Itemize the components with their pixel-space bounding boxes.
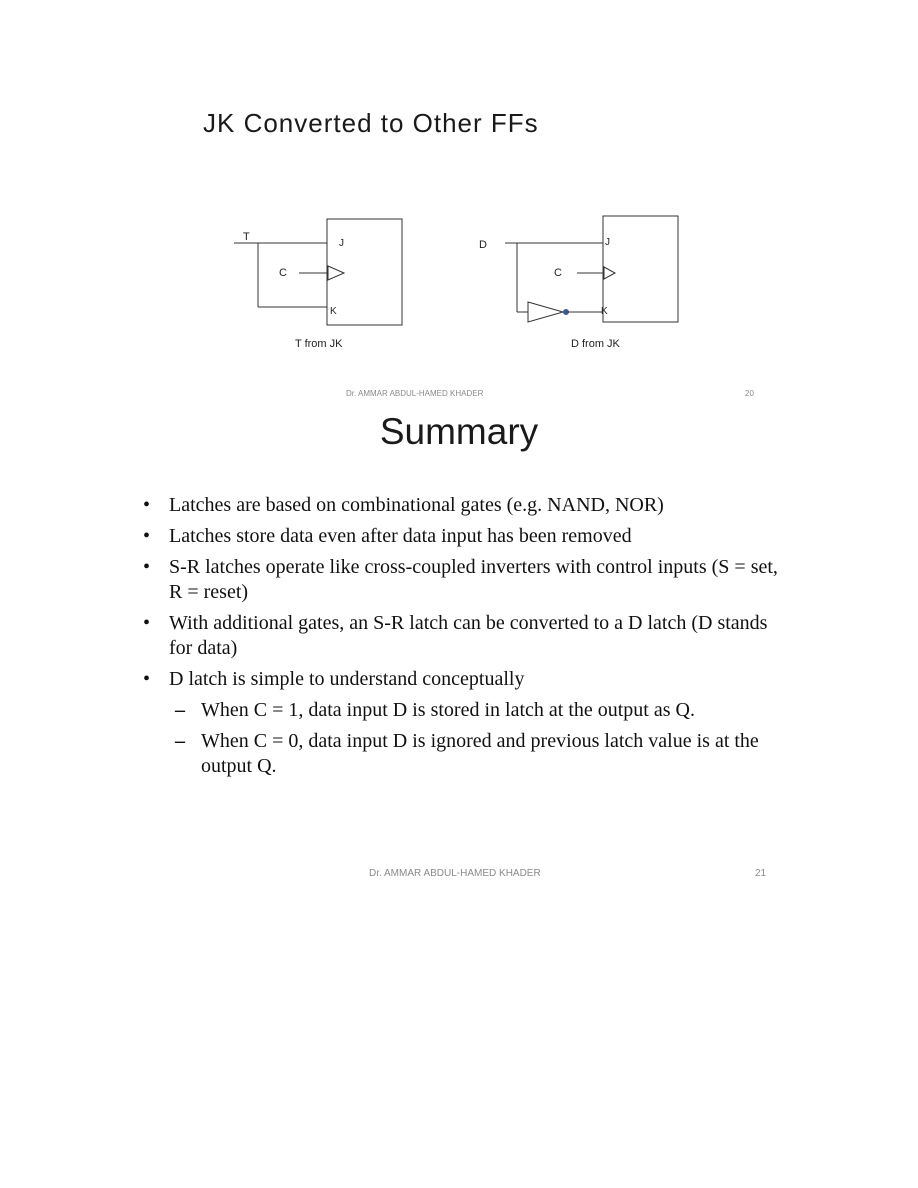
inverter-triangle — [528, 302, 563, 322]
summary-bullet-list — [143, 493, 783, 785]
j-label-left: J — [339, 238, 344, 249]
sub-bullet-item: – When C = 0, data input D is ignored and previous latch value is at the output Q. — [143, 729, 783, 779]
d-from-jk-caption: D from JK — [571, 338, 620, 350]
jk-flipflop-box-right — [603, 216, 678, 322]
t-input-label: T — [243, 231, 250, 243]
slide21-page-number: 21 — [755, 868, 767, 879]
slide-title-jk-converted: JK Converted to Other FFs — [203, 108, 539, 138]
clock-triangle-left — [328, 266, 344, 280]
bullet-item: • Latches are based on combinational gates (e.g. NAND, NOR) — [143, 493, 783, 518]
bullet-item: • Latches store data even after data input has been removed — [143, 524, 783, 549]
slide20-footer-author: Dr. AMMAR ABDUL-HAMED KHADER — [346, 389, 484, 398]
k-label-left: K — [330, 306, 337, 317]
t-from-jk-caption: T from JK — [295, 338, 343, 350]
clock-label-left: C — [279, 267, 287, 279]
j-label-right: J — [605, 237, 610, 248]
slide21-footer-author: Dr. AMMAR ABDUL-HAMED KHADER — [369, 868, 541, 879]
t-from-jk-circuit — [234, 219, 402, 350]
clock-label-right: C — [554, 267, 562, 279]
sub-bullet-item: – When C = 1, data input D is stored in latch at the output as Q. — [143, 698, 783, 723]
slide-title-summary: Summary — [379, 411, 539, 452]
clock-triangle-right — [604, 267, 615, 279]
bullet-item: • S-R latches operate like cross-coupled inverters with control inputs (S = set, R = reset) — [143, 555, 783, 605]
jk-conversion-diagram — [0, 0, 918, 400]
d-input-label: D — [479, 239, 487, 251]
bullet-item: • D latch is simple to understand conceptually — [143, 667, 783, 692]
k-label-right: K — [601, 306, 608, 317]
slide20-page-number: 20 — [745, 389, 754, 398]
bullet-item: • With additional gates, an S-R latch can be converted to a D latch (D stands for data) — [143, 611, 783, 661]
d-from-jk-circuit — [479, 216, 678, 350]
jk-flipflop-box-left — [327, 219, 402, 325]
inverter-bubble — [564, 310, 569, 315]
